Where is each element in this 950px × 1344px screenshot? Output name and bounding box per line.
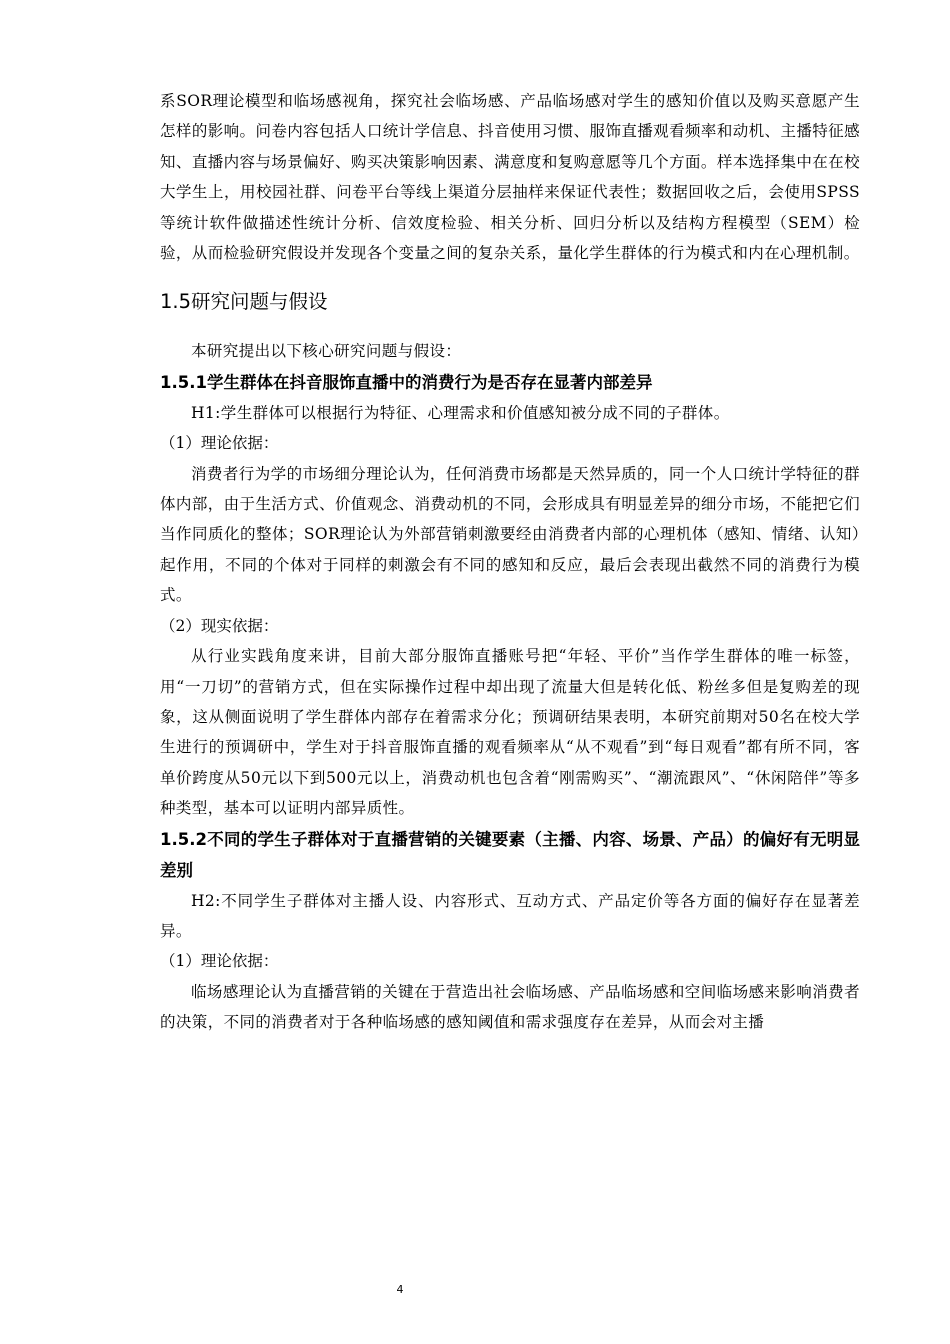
page-number: 4	[396, 1283, 404, 1296]
subsection-heading-1-5-2: 1.5.2不同的学生子群体对于直播营销的关键要素（主播、内容、场景、产品）的偏好有无明显差别	[160, 829, 860, 880]
hypothesis-h2: H2:不同学生子群体对主播人设、内容形式、互动方式、产品定价等各方面的偏好存在显著差异。	[160, 891, 860, 940]
intro-paragraph: 系SOR理论模型和临场感视角，探究社会临场感、产品临场感对学生的感知价值以及购买意愿产生怎样的影响。问卷内容包括人口统计学信息、抖音使用习惯、服饰直播观看频率和动机、主播特征感知、直播内容与场景偏好、购买决策影响因素、满意度和复购意愿等几个方面。样本选择集中在在校大学生上，用校园社群、问卷平台等线上渠道分层抽样来保证代表性；数据回收之后，会使用SPSS等统计软件做描述性统计分析、信效度检验、相关分析、回归分析以及结构方程模型（SEM）检验，从而检验研究假设并发现各个变量之间的复杂关系，量化学生群体的行为模式和内在心理机制。	[160, 92, 860, 263]
subsection-heading-1-5-1: 1.5.1学生群体在抖音服饰直播中的消费行为是否存在显著内部差异	[160, 372, 653, 392]
hypothesis-h1: H1:学生群体可以根据行为特征、心理需求和价值感知被分成不同的子群体。	[191, 403, 730, 422]
h1-reality-label: （2）现实依据：	[160, 616, 279, 635]
h1-reality-paragraph: 从行业实践角度来讲，目前大部分服饰直播账号把“年轻、平价”当作学生群体的唯一标签，用“一刀切”的营销方式，但在实际操作过程中却出现了流量大但是转化低、粉丝多但是复购差的现象，这从侧面说明了学生群体内部存在着需求分化；预调研结果表明，本研究前期对50名在校大学生进行的预调研中，学生对于抖音服饰直播的观看频率从“从不观看”到“每日观看”都有所不同，客单价跨度从50元以下到500元以上，消费动机也包含着“刚需购买”、“潮流跟风”、“休闲陪伴”等多种类型，基本可以证明内部异质性。	[160, 647, 860, 818]
section-heading-1-5: 1.5研究问题与假设	[160, 290, 328, 314]
section-intro-paragraph: 本研究提出以下核心研究问题与假设：	[191, 342, 462, 361]
page-content	[160, 86, 860, 1038]
h2-theory-label: （1）理论依据：	[160, 952, 279, 971]
h2-theory-paragraph: 临场感理论认为直播营销的关键在于营造出社会临场感、产品临场感和空间临场感来影响消费者的决策，不同的消费者对于各种临场感的感知阈值和需求强度存在差异，从而会对主播	[160, 982, 860, 1032]
h1-theory-label: （1）理论依据：	[160, 434, 279, 453]
h1-theory-paragraph: 消费者行为学的市场细分理论认为，任何消费市场都是天然异质的，同一个人口统计学特征的群体内部，由于生活方式、价值观念、消费动机的不同，会形成具有明显差异的细分市场，不能把它们当作同质化的整体；SOR理论认为外部营销刺激要经由消费者内部的心理机体（感知、情绪、认知）起作用，不同的个体对于同样的刺激会有不同的感知和反应，最后会表现出截然不同的消费行为模式。	[160, 464, 860, 605]
